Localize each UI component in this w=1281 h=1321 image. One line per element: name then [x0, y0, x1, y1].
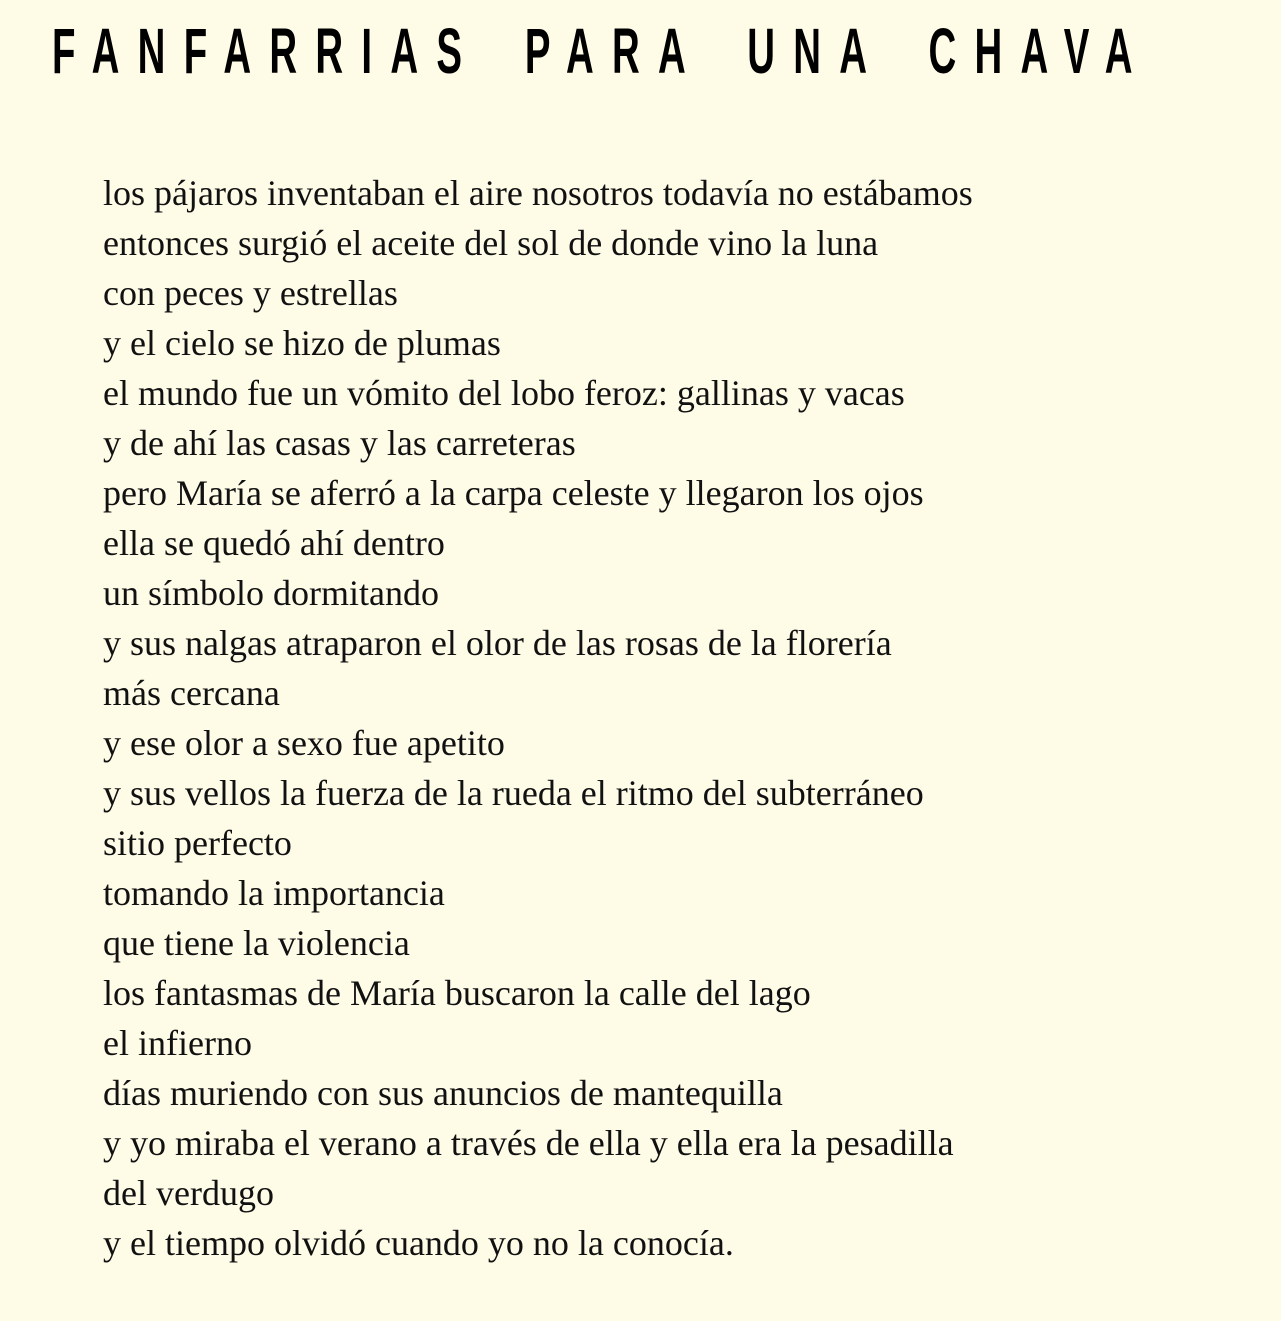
poem-line: y sus vellos la fuerza de la rueda el ritmo del subterráneo — [103, 773, 924, 813]
poem-line: y de ahí las casas y las carreteras — [103, 423, 576, 463]
poem-line: un símbolo dormitando — [103, 573, 439, 613]
poem-line: el infierno — [103, 1023, 252, 1063]
poem-line: pero María se aferró a la carpa celeste y llegaron los ojos — [103, 473, 924, 513]
poem-line: los pájaros inventaban el aire nosotros todavía no estábamos — [103, 173, 973, 213]
poem-line: entonces surgió el aceite del sol de donde vino la luna — [103, 223, 879, 263]
poem-line: ella se quedó ahí dentro — [103, 523, 445, 563]
poem-body — [103, 168, 973, 1268]
poem-line: con peces y estrellas — [103, 273, 398, 313]
poem-line: más cercana — [103, 673, 280, 713]
poem-line: y sus nalgas atraparon el olor de las rosas de la florería — [103, 623, 892, 663]
poem-line: días muriendo con sus anuncios de mantequilla — [103, 1073, 783, 1113]
poem-line: los fantasmas de María buscaron la calle del lago — [103, 973, 811, 1013]
poem-line: sitio perfecto — [103, 823, 292, 863]
poem-line: el mundo fue un vómito del lobo feroz: gallinas y vacas — [103, 373, 905, 413]
poem-line: y el cielo se hizo de plumas — [103, 323, 501, 363]
poem-line: y el tiempo olvidó cuando yo no la conocía. — [103, 1223, 734, 1263]
poem-line: y yo miraba el verano a través de ella y ella era la pesadilla — [103, 1123, 954, 1163]
poem-line: del verdugo — [103, 1173, 274, 1213]
poem-line: que tiene la violencia — [103, 923, 410, 963]
poem-line: tomando la importancia — [103, 873, 445, 913]
poem-line: y ese olor a sexo fue apetito — [103, 723, 505, 763]
poem-title: FANFARRIAS PARA UNA CHAVA — [52, 15, 1151, 87]
